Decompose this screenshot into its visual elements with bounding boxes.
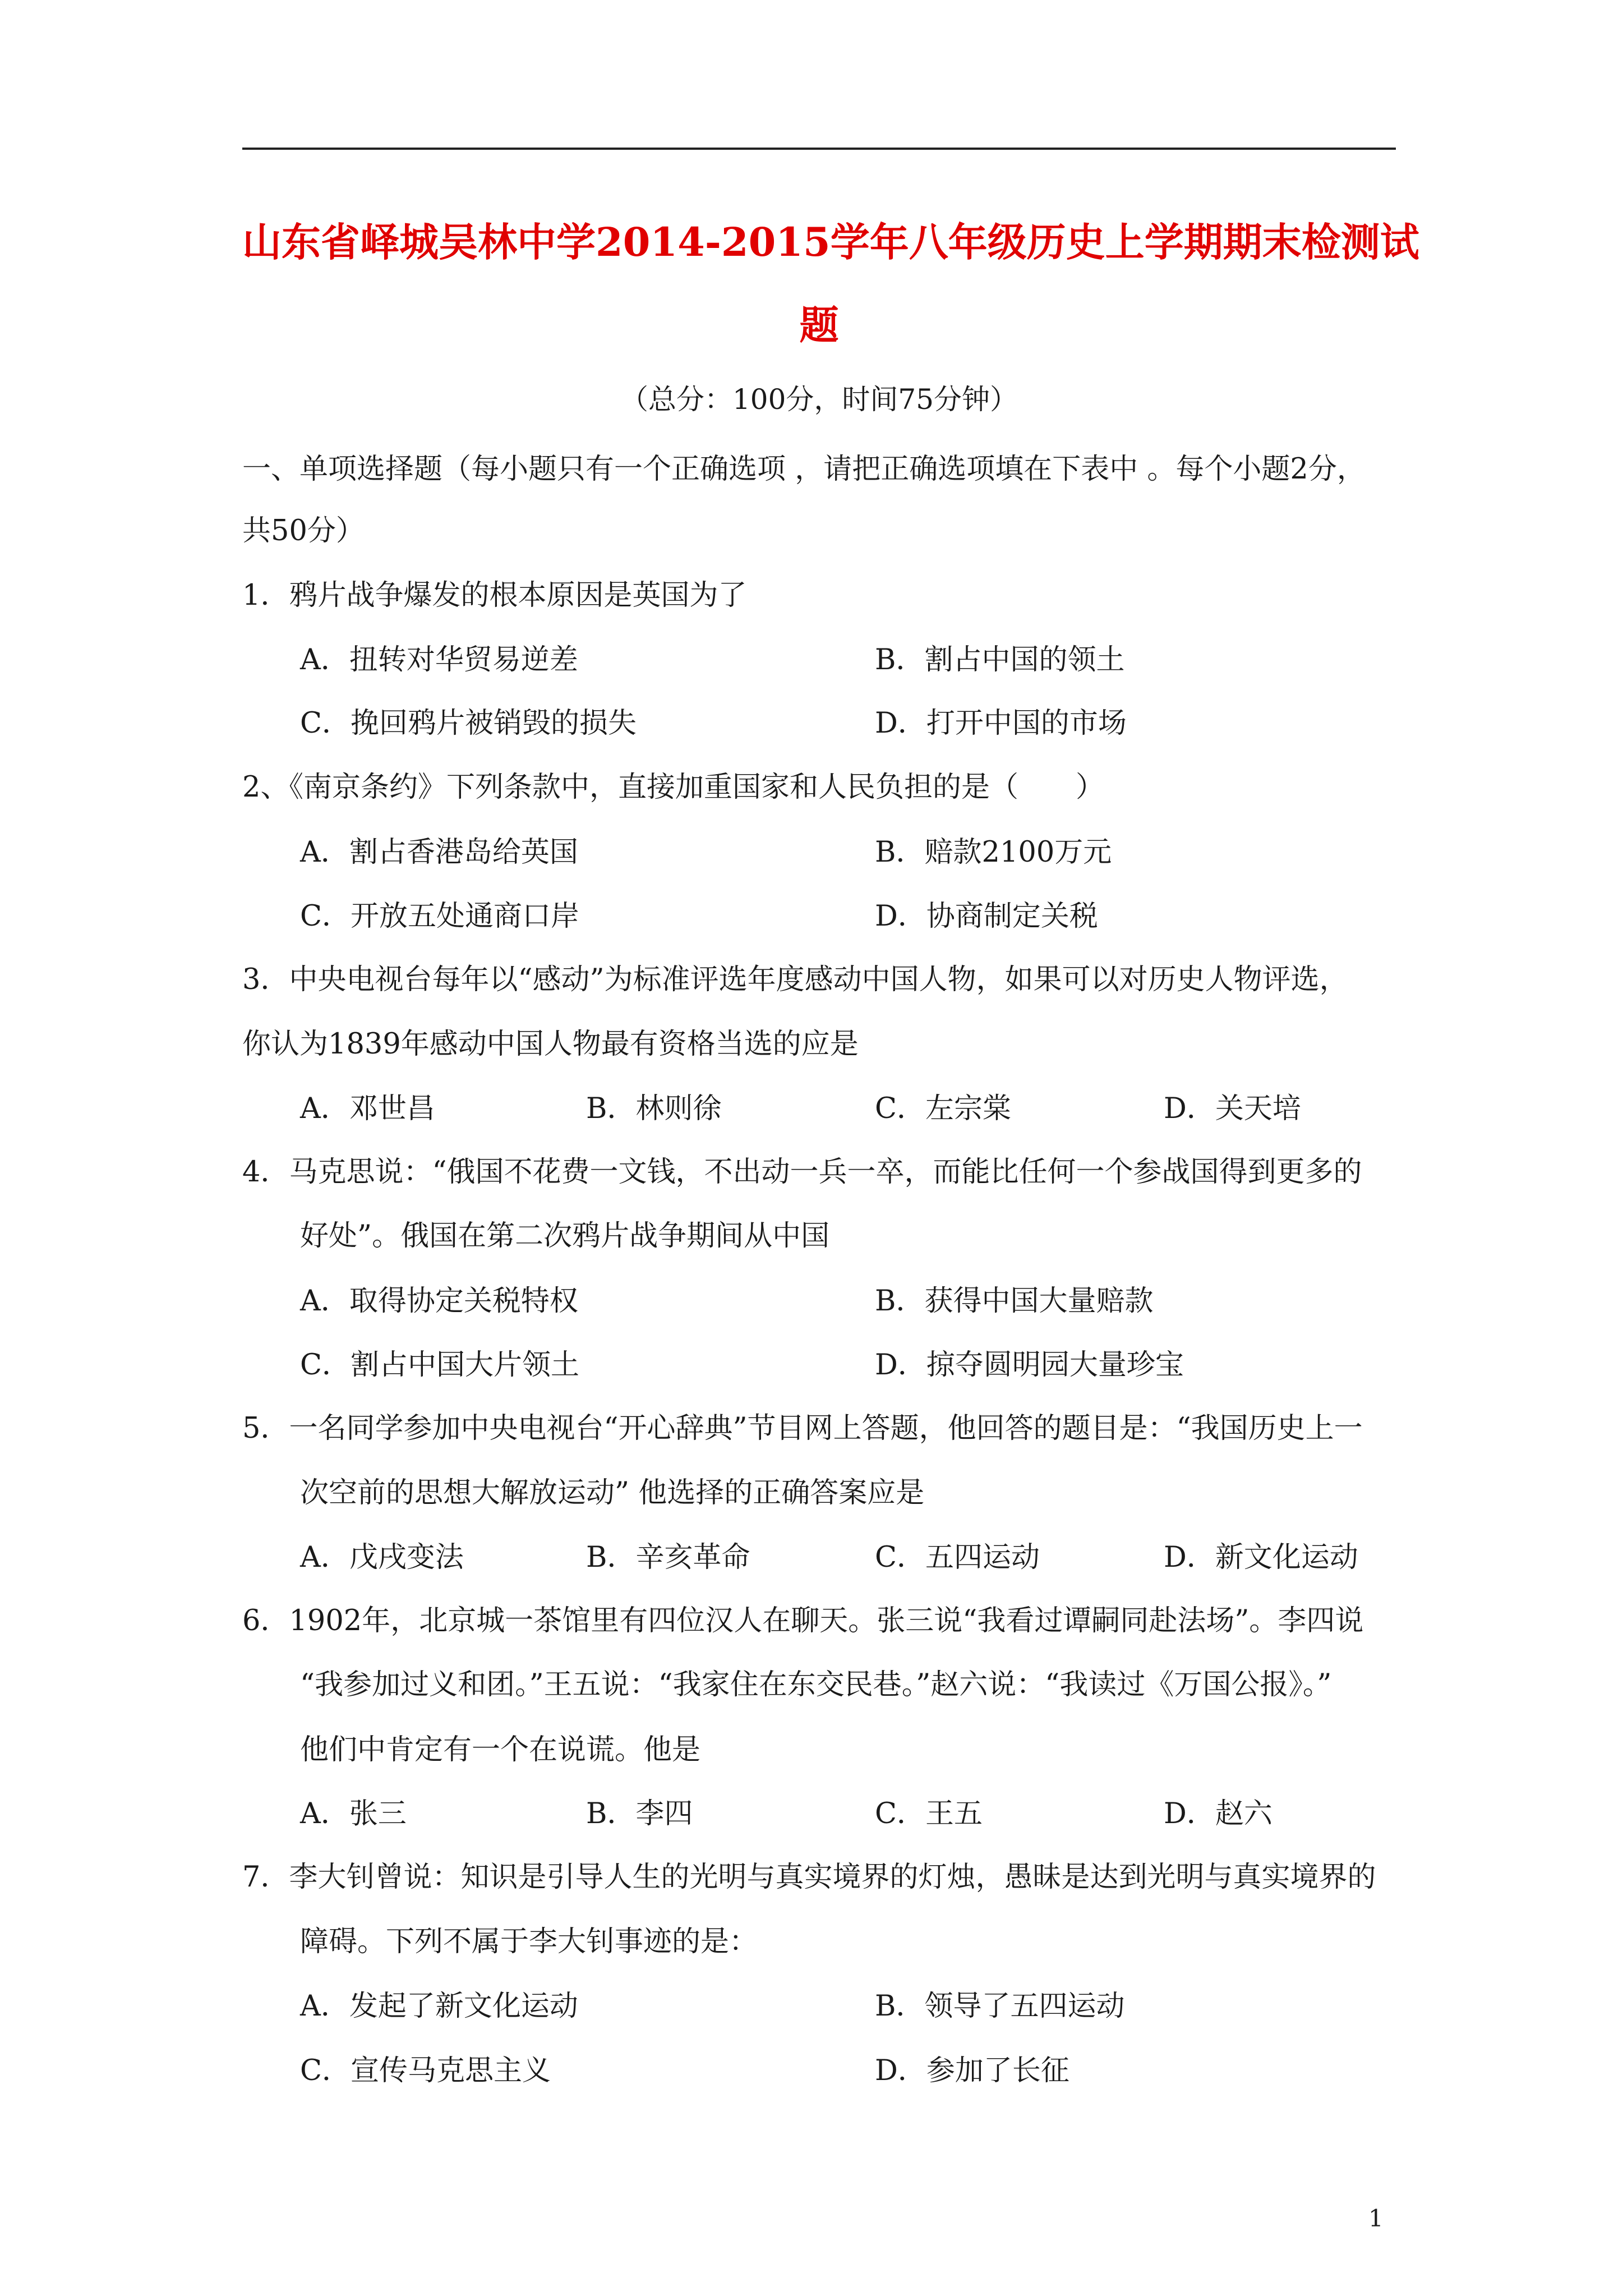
- question-7-option-b: B．领导了五四运动: [875, 1990, 1125, 2023]
- question-6-stem-line2: “我参加过义和团。”王五说：“我家住在东交民巷。”赵六说：“我读过《万国公报》。”: [300, 1668, 1332, 1701]
- question-4-stem-line2: 好处”。俄国在第二次鸦片战争期间从中国: [300, 1220, 830, 1253]
- question-3-option-c: C．左宗棠: [875, 1092, 1012, 1125]
- question-2-option-a: A．割占香港岛给英国: [300, 836, 578, 869]
- question-1-option-b: B．割占中国的领土: [875, 643, 1125, 677]
- question-2-option-b: B．赔款2100万元: [875, 836, 1112, 869]
- question-6-option-d: D．赵六: [1164, 1797, 1272, 1830]
- question-2-stem: 2、《南京条约》下列条款中，直接加重国家和人民负担的是（ ）: [242, 771, 1104, 804]
- header-rule: [242, 148, 1396, 150]
- question-5-option-a: A．戊戌变法: [300, 1541, 464, 1574]
- page-number: 1: [1368, 2205, 1384, 2232]
- question-4-option-a: A．取得协定关税特权: [300, 1285, 578, 1318]
- question-4-stem-line1: 4．马克思说：“俄国不花费一文钱，不出动一兵一卒，而能比任何一个参战国得到更多的: [242, 1156, 1362, 1189]
- question-6-option-c: C．王五: [875, 1797, 983, 1830]
- question-7-option-c: C．宣传马克思主义: [300, 2054, 551, 2087]
- exam-title-line1: 山东省峄城吴林中学2014-2015学年八年级历史上学期期末检测试: [242, 219, 1419, 265]
- question-7-stem-line1: 7．李大钊曾说：知识是引导人生的光明与真实境界的灯烛，愚昧是达到光明与真实境界的: [242, 1861, 1376, 1894]
- question-7-option-a: A．发起了新文化运动: [300, 1990, 578, 2023]
- question-1-stem: 1．鸦片战争爆发的根本原因是英国为了: [242, 579, 747, 612]
- question-5-option-c: C．五四运动: [875, 1541, 1040, 1574]
- exam-title-line2: 题: [799, 302, 839, 348]
- question-1-option-a: A．扭转对华贸易逆差: [300, 643, 578, 677]
- exam-subtitle: （总分：100分，时间75分钟）: [620, 383, 1018, 416]
- question-3-option-d: D．关天培: [1164, 1092, 1301, 1125]
- question-2-option-d: D．协商制定关税: [875, 900, 1098, 933]
- question-3-option-b: B．林则徐: [586, 1092, 722, 1125]
- question-6-stem-line1: 6．1902年，北京城一茶馆里有四位汉人在聊天。张三说“我看过谭嗣同赴法场”。李四说: [242, 1604, 1364, 1637]
- question-2-option-c: C．开放五处通商口岸: [300, 900, 580, 933]
- question-7-stem-line2: 障碍。下列不属于李大钊事迹的是：: [300, 1925, 758, 1958]
- question-5-stem-line2: 次空前的思想大解放运动” 他选择的正确答案应是: [300, 1476, 925, 1510]
- question-5-option-d: D．新文化运动: [1164, 1541, 1358, 1574]
- question-1-option-d: D．打开中国的市场: [875, 707, 1127, 740]
- section-heading-line2: 共50分）: [242, 514, 365, 547]
- question-3-option-a: A．邓世昌: [300, 1092, 435, 1125]
- question-6-stem-line3: 他们中肯定有一个在说谎。他是: [300, 1733, 701, 1766]
- question-6-option-a: A．张三: [300, 1797, 407, 1830]
- question-5-option-b: B．辛亥革命: [586, 1541, 750, 1574]
- section-heading-line1: 一、单项选择题（每小题只有一个正确选项 ，请把正确选项填在下表中 。每个小题2分，: [242, 453, 1366, 486]
- question-1-option-c: C．挽回鸦片被销毁的损失: [300, 707, 637, 740]
- question-3-stem-line1: 3．中央电视台每年以“感动”为标准评选年度感动中国人物，如果可以对历史人物评选，: [242, 963, 1348, 996]
- question-4-option-d: D．掠夺圆明园大量珍宝: [875, 1349, 1184, 1382]
- question-4-option-c: C．割占中国大片领土: [300, 1349, 580, 1382]
- question-6-option-b: B．李四: [586, 1797, 693, 1830]
- question-7-option-d: D．参加了长征: [875, 2054, 1069, 2087]
- question-5-stem-line1: 5．一名同学参加中央电视台“开心辞典”节目网上答题，他回答的题目是：“我国历史上一: [242, 1412, 1363, 1445]
- question-4-option-b: B．获得中国大量赔款: [875, 1285, 1154, 1318]
- question-3-stem-line2: 你认为1839年感动中国人物最有资格当选的应是: [242, 1028, 859, 1061]
